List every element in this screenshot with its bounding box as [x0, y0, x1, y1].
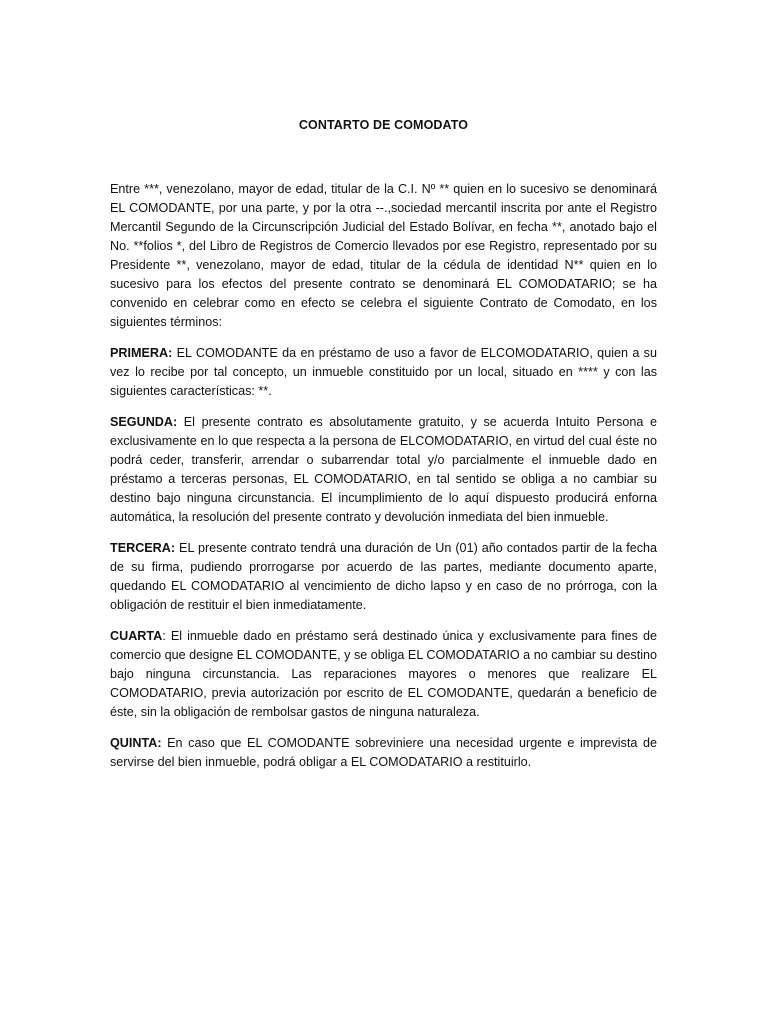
clause-quinta [110, 734, 657, 772]
clause-segunda [110, 413, 657, 527]
clause-primera [110, 344, 657, 401]
clause-text: EL presente contrato tendrá una duración de Un (01) año contados partir de la fecha de su firma, pudiendo prorrogarse por acuerdo de las partes, mediante documento aparte, quedando EL COMODATARIO al vencimiento de dicho lapso y en caso de no prórroga, con la obligación de restituir el bien inmediatamente. [110, 541, 657, 612]
clause-cuarta [110, 627, 657, 722]
clause-tercera [110, 539, 657, 615]
clause-text: En caso que EL COMODANTE sobreviniere una necesidad urgente e imprevista de servirse del bien inmueble, podrá obligar a EL COMODATARIO a restituirlo. [110, 736, 657, 769]
clause-label: SEGUNDA: [110, 415, 178, 429]
clause-text: El presente contrato es absolutamente gratuito, y se acuerda Intuito Persona e exclusivamente en lo que respecta a la persona de ELCOMODATARIO, en virtud del cual éste no podrá ceder, transferir, arrendar o subarrendar total y/o parcialmente el inmueble dado en préstamo a terceras personas, EL COMODATARIO, en tal sentido se obliga a no cambiar su destino bajo ninguna circunstancia. El incumplimiento de lo aquí dispuesto producirá enforna automática, la resolución del presente contrato y devolución inmediata del bien inmueble. [110, 415, 657, 524]
clause-label: PRIMERA: [110, 346, 173, 360]
intro-paragraph: Entre ***, venezolano, mayor de edad, titular de la C.I. Nº ** quien en lo sucesivo se denominará EL COMODANTE, por una parte, y por la otra --.,sociedad mercantil inscrita por ante el Registro Mercantil Segundo de la Circunscripción Judicial del Estado Bolívar, en fecha **, anotado bajo el No. **folios *, del Libro de Registros de Comercio llevados por ese Registro, representado por su Presidente **, venezolano, mayor de edad, titular de la cédula de identidad N** quien en lo sucesivo para los efectos del presente contrato se denominará EL COMODATARIO; se ha convenido en celebrar como en efecto se celebra el siguiente Contrato de Comodato, en los siguientes términos: [110, 182, 657, 329]
clause-text: : El inmueble dado en préstamo será destinado única y exclusivamente para fines de comercio que designe EL COMODANTE, y se obliga EL COMODATARIO a no cambiar su destino bajo ninguna circunstancia. Las reparaciones mayores o menores que realizare EL COMODATARIO, previa autorización por escrito de EL COMODANTE, quedarán a beneficio de éste, sin la obligación de rembolsar gastos de ninguna naturaleza. [110, 629, 657, 719]
clause-label: TERCERA: [110, 541, 176, 555]
document-page [110, 118, 657, 784]
document-title: CONTARTO DE COMODATO [298, 118, 469, 132]
clause-text: EL COMODANTE da en préstamo de uso a favor de ELCOMODATARIO, quien a su vez lo recibe por tal concepto, un inmueble constituido por un local, situado en **** y con las siguientes características: **. [110, 346, 657, 398]
clause-label: QUINTA: [110, 736, 162, 750]
clause-label: CUARTA [110, 629, 163, 643]
